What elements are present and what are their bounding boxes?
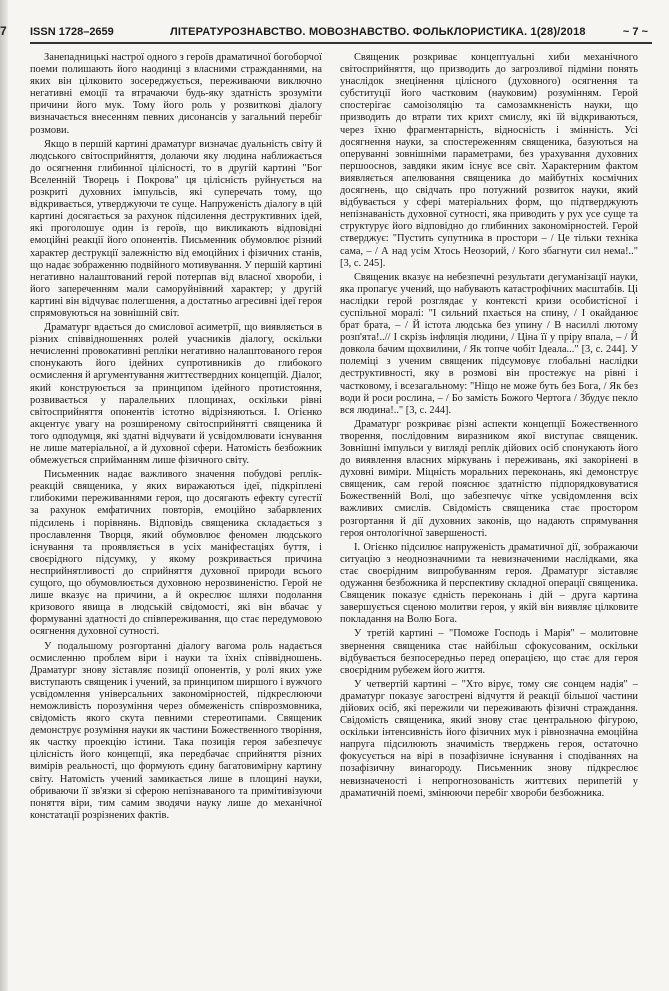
paragraph: Священик вказує на небезпечні результати дегуманізації науки, яка пропагує учений, що набувають катастрофічних масштабів. Ці наслідки герой розглядає у контексті кризи особистісної і суспільної моралі: "І сильний пхається на спину, / І окайданює брат брата, – / Й істота людська без упину / В насиллі лютому розп'ята!..// І скрізь інфляція людини, / Ціна її у пріру впала, – / Й довкола бачим щохвилини, / Як топче чобіт Ідеала..." [3, с. 244]. У полеміці з ученим священик підсумовує глобальні наслідки деструктивності, яку в розмові він простежує на рівні і частковому, і всезагальному: "Ніщо не може буть без Бога, / Як без води й роси рослина, – / Бо замість Божого Чертога / Збудує пекло вся людина!.." [3, с. 244].: [340, 271, 638, 416]
paragraph: Драматург розкриває різні аспекти концепції Божественного творення, послідовним виразником якої виступає священик. Зовнішні імпульси у вигляді реплік дійових осіб спонукають його до виявлення власних міркувань і переживань, які закорінені в духовні виміри. Міцність моральних переконань, які демонструє священик, сам герой пояснює здатністю підпорядковуватися Божественній Волі, що забезпечує чітке усвідомлення всіх важливих смислів. Свідомість священика стає простором розгортання й дії духовних законів, що надають спрямування героя онтологічної завершеності.: [340, 418, 638, 539]
paragraph: І. Огієнко підсилює напруженість драматичної дії, зображаючи ситуацію з неоднозначними та невизначеними наслідками, яка стає своєрідним випробуванням героя. Драматург зіставляє одужання безбожника й перспективу складної операції священика. Священик показує єдність переконань і дій – друга картина завершується сценою молитви героя, у якій він виявляє цілковите покладання на Волю Бога.: [340, 541, 638, 626]
paragraph: Священик розкриває концептуальні хиби механічного світосприйняття, що призводить до загрозливої підміни понять унаслідок знецінення цілісного (духовного) осягнення та субституції його частковим (науковим) розумінням. Герой спостерігає самоізоляцію та самозамкненість науки, що призводить до втрати тих крихт смислу, які їй відкриваються, через їхню фрагментарність, відносність і змінність. Усі досягнення науки, за спостереженням священика, базуються на оперуванні зовнішніми параметрами, без урахування духовних першооснов, завдяки яким існує все світ. Характерним фактом виявляється апелювання священика до майбутніх космічних досягнень, що свідчать про потужний розвиток науки, який відбувається у сфері матеріальних форм, що підтверджують непізнаваність духовної сутності, яка приводить у рух усе суще та структурує його відповідно до глибинних закономірностей. Герой стверджує: "Пустить супутника в простори – / Це тільки техніка сама, – / А над усім Хтось Неозорий, / Кого збагнути сил нема!.." [3, с. 245].: [340, 52, 638, 269]
issn: ISSN 1728–2659: [30, 26, 114, 38]
page-number: ~ 7 ~: [622, 26, 648, 38]
left-page-number: 7: [0, 24, 7, 38]
paragraph: Якщо в першій картині драматург визначає дуальність світу й людського світосприйняття, долаючи яку людина наближається до осягнення глибинної цілісності, то в другій картині "Бог Вселенній Творець і Покрова" ця цілісність руйнується на розкриті духовних імпульсів, які суперечать тому, що відкривається, утверджуючи те суще. Напруженість діалогу в цій картині досягається за рахунок підсилення деструктивних ідей, які проголошує один із героїв, що викликають відповідні емоційні реакції його опонентів. Письменник обумовлює різний характер деструкції залежністю від емоційних і фізичних станів, що надає зображенню подвійного мотивування. У першій картині негативно налаштований герой потерпав від власної хвороби, і його запереченням мали саморуйнівний характер; у другій картині він відчуває полегшення, а достатньо агресивні ідеї героя спрямовуються на зовнішній світ.: [30, 138, 322, 319]
journal-title: ЛІТЕРАТУРОЗНАВСТВО. МОВОЗНАВСТВО. ФОЛЬКЛОРИСТИКА. 1(28)/2018: [170, 26, 586, 38]
paragraph: У четвертій картині – "Хто вірує, тому сяє сонцем надія" – драматург показує загострені відчуття й реакції більшої частини дійових осіб, які пережили чи переживають фізичні страждання. Свідомість священика, який знову стає центральною фігурою, оскільки інтенсивність його фізичних мук і рівнозначна емоційна напруга підсилюють значимість тверджень героя, остаточно фокусується на вірі в позафізичне існування і сподіваннях на позафізичну винагороду. Письменник знову підкреслює невизначеності і непрогнозованість життєвих перипетій у драматичній поемі, змінюючи перебіг хвороби безбожника.: [340, 678, 638, 799]
paragraph: У подальшому розгортанні діалогу вагома роль надається осмисленню проблем віри і науки та їхніх співвідношень. Драматург знову зіставляє позиції опонентів, у ролі яких уже виступають священик і учений, за принципом ширшого і вужчого усвідомлення універсальних закономірностей, підкреслюючи неможливість порозуміння через обмеженість співрозмовника, свідомість якого скута певними стереотипами. Священик демонструє розуміння науки як частини Божественного творіння, як частку проекцію істини. Така позиція героя забезпечує цілісність його концепції, яка передбачає сприйняття різних вимірів реальності, що формують єдину багатовимірну картину світу. Натомість учений замикається лише в площині науки, обриваючи її зв'язки зі сферою непізнаваного та примітивізуючи поняття віри, тим самим зводячи науку лише до механічної констатації розрізнених фактів.: [30, 640, 322, 821]
paragraph: Письменник надає важливого значення побудові реплік-реакцій священика, у яких виражаються ідеї, підкріплені глибокими переживаннями героя, що досягають ефекту сугестії за рахунок емфатичних повторів, емоційно забарвлених підсилень і порівнянь. Відповідь священика складається з прославлення Творця, який обумовлює феномен людського існування та проявляється в усіх маніфестаціях буття, і своєрідного підсумку, у якому розкривається причина несприйнятливості до сприйняття духовної природи всього сущого, що обумовлюється духовною нерозвиненістю. Герой не лише вказує на причини, а й окреслює шляхи подолання кризового явища в людській свідомості, які він вбачає у формуванні здатності до співпереживання, що стає передумовою осягнення духовної сутності.: [30, 469, 322, 638]
right-column: [340, 52, 638, 977]
paragraph: У третій картині – "Поможе Господь і Марія" – молитовне звернення священика стає найбільш сфокусованим, оскільки відбувається безпосередньо перед операцією, що стає для героя своєрідним рубежем його життя.: [340, 628, 638, 676]
paragraph: Занепадницькі настрої одного з героїв драматичної богоборчої поеми полишають його наодинці з власними стражданнями, на яких він цілковито зосереджується, переживаючи виключно негативні емоції та втрачаючи будь-яку здатність зрозуміти причини його мук. Тому його роль у розвиткові діалогу визначається внесенням певних дисонансів у загальний перебіг розмови.: [30, 52, 322, 136]
page-edge: [0, 0, 8, 991]
running-header: [30, 24, 652, 44]
paragraph: Драматург вдається до смислової асиметрії, що виявляється в різних співвідношеннях ролей учасників діалогу, оскільки нечисленні провокативні репліки негативно налаштованого героя спонукають його ідейних супротивників до глибокого осмислення й аргументування життєствердних концепцій. Діалог, який конструюється за принципом ідейного протистояння, розвивається у паралельних площинах, оскільки рівні світосприйняття опонентів істотно відрізняються. І. Огієнко акцентує увагу на розширеному світосприйнятті священика й того одподумця, які здатні відчувати й усвідомлювати існування не лише матеріальної, а й духовної сфери. Натомість безбожник обмежується сприйманням лише фізичного світу.: [30, 322, 322, 467]
left-column: [30, 52, 322, 977]
